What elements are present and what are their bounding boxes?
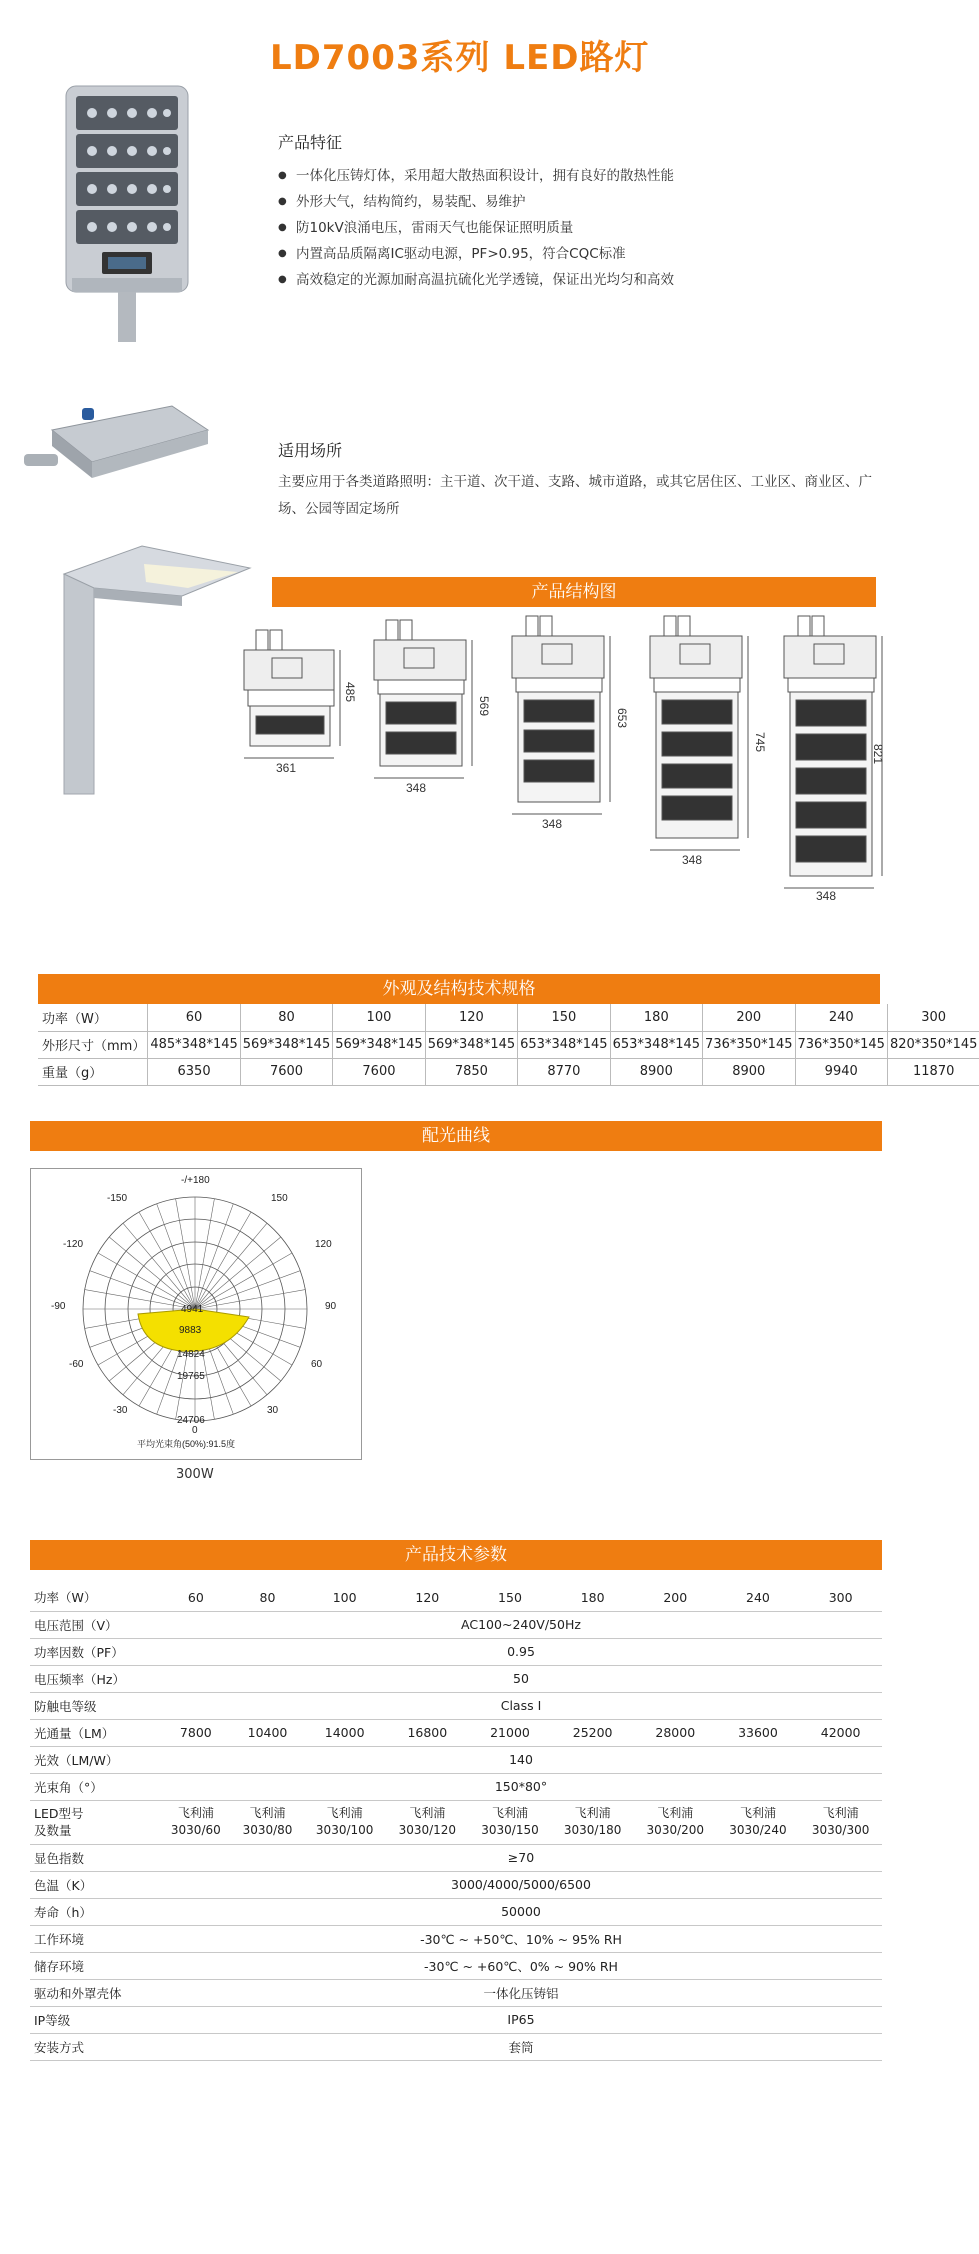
- table-cell: 200: [703, 1004, 795, 1031]
- table-cell: [717, 1800, 800, 1844]
- structure-lamp-200w: [650, 616, 748, 850]
- table-cell: 180: [551, 1584, 634, 1611]
- led-brand: 飞利浦: [574, 1806, 611, 1820]
- param-table: [30, 1584, 882, 2061]
- table-row: [30, 1719, 882, 1746]
- angle-label: 150: [271, 1193, 288, 1204]
- table-cell: 200: [634, 1584, 717, 1611]
- dim-width-300: 348: [816, 889, 837, 903]
- dim-width-200: 348: [682, 853, 703, 867]
- table-cell: [303, 1800, 386, 1844]
- angle-label: -60: [69, 1359, 84, 1370]
- table-cell: 3000/4000/5000/6500: [160, 1871, 882, 1898]
- table-row: [30, 1773, 882, 1800]
- angle-label: 90: [325, 1301, 337, 1312]
- table-cell: 100: [303, 1584, 386, 1611]
- table-cell: 653*348*145: [518, 1031, 610, 1058]
- table-cell: 7600: [240, 1058, 332, 1085]
- table-cell: 485*348*145: [148, 1031, 240, 1058]
- angle-label: -30: [113, 1405, 128, 1416]
- param-label: IP等级: [30, 2006, 160, 2033]
- table-cell: 7800: [160, 1719, 232, 1746]
- param-label: 储存环境: [30, 1952, 160, 1979]
- table-row: [30, 1746, 882, 1773]
- led-model: 3030/150: [481, 1823, 539, 1837]
- param-label: 安装方式: [30, 2033, 160, 2060]
- led-brand: 飞利浦: [409, 1806, 446, 1820]
- angle-top: -/+180: [181, 1175, 210, 1186]
- table-cell: 569*348*145: [425, 1031, 517, 1058]
- table-cell: [160, 1800, 232, 1844]
- param-label: 显色指数: [30, 1844, 160, 1871]
- led-brand: 飞利浦: [491, 1806, 528, 1820]
- table-row: [30, 1952, 882, 1979]
- table-cell: 7850: [425, 1058, 517, 1085]
- dim-width-80: 348: [406, 781, 427, 795]
- table-cell: 80: [240, 1004, 332, 1031]
- product-image-angled: [22, 400, 208, 490]
- spec-table: [38, 1004, 979, 1086]
- table-cell: 300: [887, 1004, 979, 1031]
- table-cell: 一体化压铸铝: [160, 1979, 882, 2006]
- led-brand: 飞利浦: [739, 1806, 776, 1820]
- table-cell: 11870: [887, 1058, 979, 1085]
- table-cell: AC100~240V/50Hz: [160, 1611, 882, 1638]
- table-cell: 0.95: [160, 1638, 882, 1665]
- features-list: [278, 163, 898, 293]
- table-cell: -30℃ ~ +50℃、10% ~ 95% RH: [160, 1925, 882, 1952]
- table-cell: 80: [232, 1584, 304, 1611]
- table-cell: 8770: [518, 1058, 610, 1085]
- table-cell: 820*350*145: [887, 1031, 979, 1058]
- table-cell: [634, 1800, 717, 1844]
- table-row: [38, 1031, 979, 1058]
- feature-item: ● 内置高品质隔离IC驱动电源，PF>0.95，符合CQC标准: [278, 241, 898, 267]
- param-label: 防触电等级: [30, 1692, 160, 1719]
- led-model: 3030/60: [170, 1823, 221, 1837]
- beam-angle-note: 平均光束角(50%):91.5度: [137, 1439, 236, 1449]
- structure-heading: 产品结构图: [272, 577, 876, 607]
- dim-height-150: 653: [615, 708, 629, 729]
- table-cell: 240: [717, 1584, 800, 1611]
- ring-label: 4941: [181, 1304, 204, 1315]
- table-cell: 569*348*145: [240, 1031, 332, 1058]
- table-cell: 300: [799, 1584, 882, 1611]
- dim-height-300: 821: [871, 744, 885, 765]
- ring-label: 14824: [177, 1349, 205, 1360]
- structure-lamp-150w: [512, 616, 610, 814]
- polar-chart: [31, 1169, 361, 1459]
- feature-item: ● 一体化压铸灯体，采用超大散热面积设计，拥有良好的散热性能: [278, 163, 898, 189]
- table-cell: [469, 1800, 552, 1844]
- table-cell: 8900: [703, 1058, 795, 1085]
- ring-label: 19765: [177, 1371, 205, 1382]
- feature-item: ● 防10kV浪涌电压，雷雨天气也能保证照明质量: [278, 215, 898, 241]
- table-cell: 240: [795, 1004, 887, 1031]
- features-section: [278, 130, 898, 293]
- table-row: [30, 1979, 882, 2006]
- table-cell: [551, 1800, 634, 1844]
- table-cell: 功率（W）: [38, 1004, 148, 1031]
- table-cell: 7600: [333, 1058, 425, 1085]
- param-label: 工作环境: [30, 1925, 160, 1952]
- table-row: [30, 1844, 882, 1871]
- scenes-text: 主要应用于各类道路照明：主干道、次干道、支路、城市道路，或其它居住区、工业区、商业区、广场、公园等固定场所: [278, 474, 872, 517]
- param-label: 功率因数（PF）: [30, 1638, 160, 1665]
- table-row: [30, 1925, 882, 1952]
- table-cell: 外形尺寸（mm）: [38, 1031, 148, 1058]
- table-cell: 50000: [160, 1898, 882, 1925]
- dim-width-150: 348: [542, 817, 563, 831]
- param-label: 驱动和外罩壳体: [30, 1979, 160, 2006]
- led-model: 3030/100: [315, 1823, 374, 1837]
- feature-item: ● 高效稳定的光源加耐高温抗硫化光学透镜，保证出光均匀和高效: [278, 267, 898, 293]
- table-cell: 8900: [610, 1058, 702, 1085]
- led-model: 3030/240: [729, 1823, 787, 1837]
- led-brand: 飞利浦: [657, 1806, 694, 1820]
- structure-diagram: [236, 612, 886, 902]
- table-cell: 套筒: [160, 2033, 882, 2060]
- table-row: [30, 1800, 882, 1844]
- table-cell: 50: [160, 1665, 882, 1692]
- table-cell: 9940: [795, 1058, 887, 1085]
- table-cell: 150*80°: [160, 1773, 882, 1800]
- param-label: 光效（LM/W）: [30, 1746, 160, 1773]
- structure-lamp-80w: [374, 620, 472, 778]
- table-row: [30, 1584, 882, 1611]
- table-row: [30, 1665, 882, 1692]
- table-cell: 150: [469, 1584, 552, 1611]
- table-cell: Class Ⅰ: [160, 1692, 882, 1719]
- table-cell: 重量（g）: [38, 1058, 148, 1085]
- table-row: [30, 1871, 882, 1898]
- angle-bottom: 0: [192, 1425, 198, 1436]
- table-cell: 140: [160, 1746, 882, 1773]
- dim-width-60: 361: [276, 761, 297, 775]
- table-cell: -30℃ ~ +60℃、0% ~ 90% RH: [160, 1952, 882, 1979]
- table-cell: 10400: [232, 1719, 304, 1746]
- scenes-heading: 适用场所: [278, 441, 343, 460]
- angle-label: -120: [63, 1239, 84, 1250]
- param-label: 光通量（LM）: [30, 1719, 160, 1746]
- table-row: [30, 1611, 882, 1638]
- led-brand: 飞利浦: [249, 1806, 286, 1820]
- angle-label: -150: [107, 1193, 128, 1204]
- table-cell: [386, 1800, 469, 1844]
- structure-lamp-300w: [784, 616, 882, 888]
- table-cell: [799, 1800, 882, 1844]
- structure-lamp-60w: [244, 630, 340, 758]
- product-image-pole: [62, 544, 252, 794]
- table-row: [38, 1058, 979, 1085]
- table-row: [30, 2006, 882, 2033]
- angle-label: -90: [51, 1301, 66, 1312]
- param-label: [30, 1800, 160, 1844]
- led-label-line2: 及数量: [34, 1823, 72, 1838]
- table-cell: 736*350*145: [703, 1031, 795, 1058]
- led-brand: 飞利浦: [326, 1806, 363, 1820]
- table-row: [30, 1898, 882, 1925]
- angle-label: 30: [267, 1405, 279, 1416]
- table-cell: 653*348*145: [610, 1031, 702, 1058]
- led-brand: 飞利浦: [177, 1806, 214, 1820]
- angle-label: 120: [315, 1239, 332, 1250]
- led-model: 3030/120: [398, 1823, 457, 1837]
- table-cell: 21000: [469, 1719, 552, 1746]
- scenes-section: [278, 438, 898, 523]
- dim-height-80: 569: [477, 696, 491, 717]
- spec-heading: 外观及结构技术规格: [38, 974, 880, 1004]
- table-cell: ≥70: [160, 1844, 882, 1871]
- table-cell: 25200: [551, 1719, 634, 1746]
- table-cell: 60: [160, 1584, 232, 1611]
- dim-height-60: 485: [343, 682, 357, 703]
- table-cell: 100: [333, 1004, 425, 1031]
- table-cell: 150: [518, 1004, 610, 1031]
- led-model: 3030/200: [646, 1823, 705, 1837]
- ring-label: 24706: [177, 1415, 205, 1426]
- dim-height-200: 745: [753, 732, 767, 753]
- table-cell: 42000: [799, 1719, 882, 1746]
- table-row: [30, 1692, 882, 1719]
- table-row: [30, 2033, 882, 2060]
- table-cell: 6350: [148, 1058, 240, 1085]
- param-label: 功率（W）: [30, 1584, 160, 1611]
- table-cell: IP65: [160, 2006, 882, 2033]
- table-cell: [232, 1800, 304, 1844]
- features-heading: 产品特征: [278, 133, 343, 152]
- param-label: 色温（K）: [30, 1871, 160, 1898]
- ring-label: 9883: [179, 1325, 202, 1336]
- params-heading: 产品技术参数: [30, 1540, 882, 1570]
- table-cell: 60: [148, 1004, 240, 1031]
- angle-label: 60: [311, 1359, 323, 1370]
- table-cell: 180: [610, 1004, 702, 1031]
- table-cell: 16800: [386, 1719, 469, 1746]
- led-model: 3030/180: [563, 1823, 622, 1837]
- led-brand: 飞利浦: [822, 1806, 859, 1820]
- led-model: 3030/300: [811, 1823, 870, 1837]
- polar-chart-frame: [30, 1168, 362, 1460]
- product-image-front: [62, 84, 192, 342]
- feature-item: ● 外形大气，结构简约，易装配、易维护: [278, 189, 898, 215]
- param-label: 寿命（h）: [30, 1898, 160, 1925]
- table-cell: 120: [386, 1584, 469, 1611]
- page-title: LD7003系列 LED路灯: [270, 38, 650, 78]
- curve-heading: 配光曲线: [30, 1121, 882, 1151]
- table-cell: 736*350*145: [795, 1031, 887, 1058]
- table-cell: 33600: [717, 1719, 800, 1746]
- table-cell: 569*348*145: [333, 1031, 425, 1058]
- param-label: 电压范围（V）: [30, 1611, 160, 1638]
- table-row: [38, 1004, 979, 1031]
- param-label: 电压频率（Hz）: [30, 1665, 160, 1692]
- curve-caption: 300W: [176, 1467, 214, 1482]
- param-label: 光束角（°）: [30, 1773, 160, 1800]
- table-cell: 120: [425, 1004, 517, 1031]
- table-cell: 14000: [303, 1719, 386, 1746]
- led-label-line1: LED型号: [34, 1806, 84, 1821]
- table-row: [30, 1638, 882, 1665]
- table-cell: 28000: [634, 1719, 717, 1746]
- led-model: 3030/80: [242, 1823, 293, 1837]
